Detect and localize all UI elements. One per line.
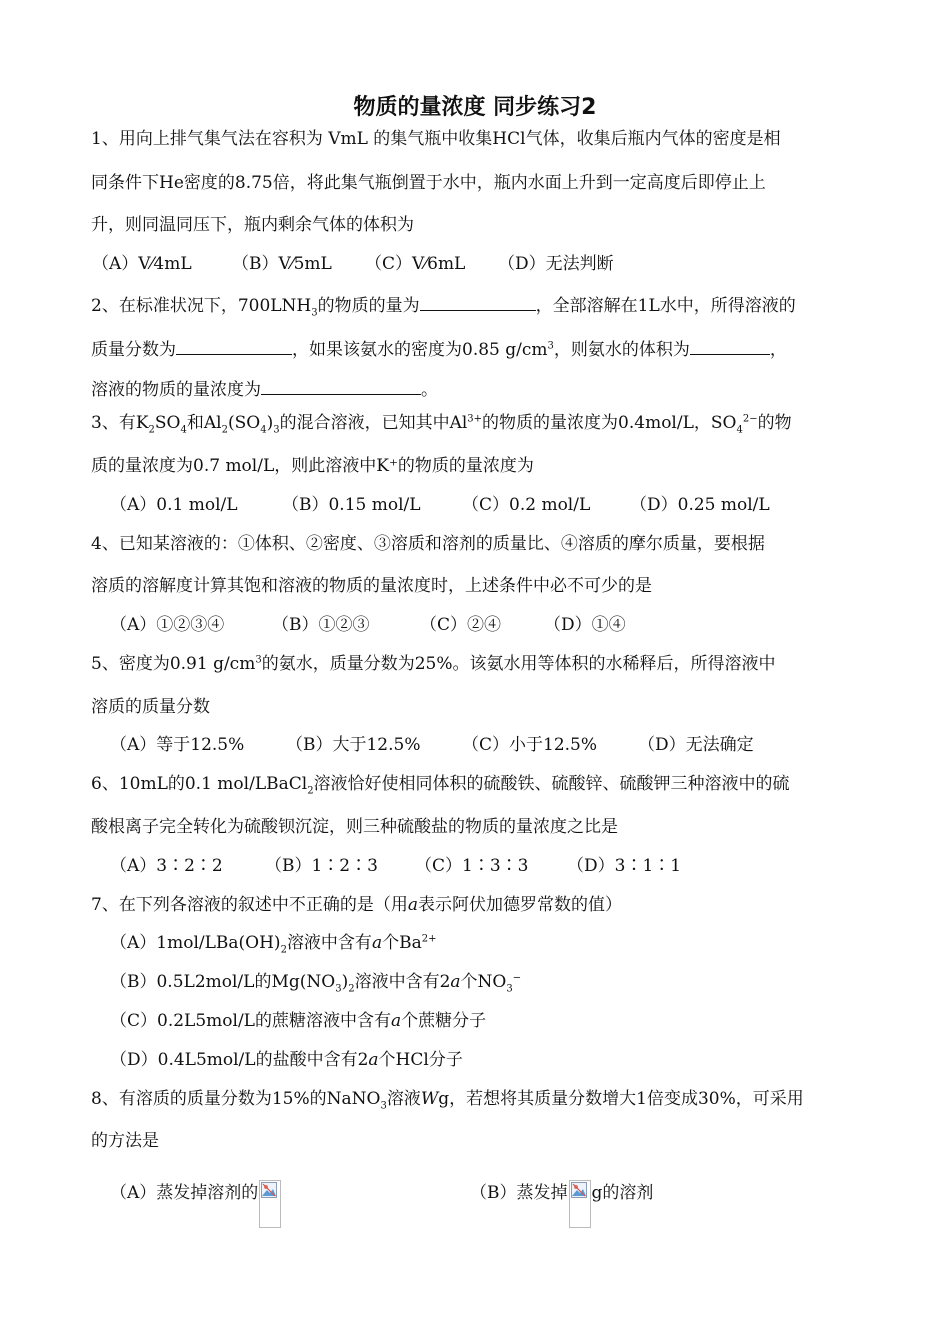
q5-option-d: （D）无法确定 [638, 735, 754, 755]
answer-blank-concentration[interactable] [261, 376, 421, 395]
q1-stem-line1: 1、用向上排气集气法在容积为 VmL 的集气瓶中收集HCl气体，收集后瓶内气体的密度是相 [91, 129, 781, 149]
q4-options [110, 614, 880, 636]
q1-stem-line2: 同条件下He密度的8.75倍，将此集气瓶倒置于水中，瓶内水面上升到一定高度后即停止上 [91, 173, 766, 193]
q8-stem-line1: 8、有溶质的质量分数为15%的NaNO$_3$溶液Wg，若想将其质量分数增大1倍变成30%，可采用 [91, 1089, 804, 1112]
q5-stem-line1: 5、密度为0.91 $g/cm^3$的氨水，质量分数为25%。该氨水用等体积的水稀释后，所得溶液中 [91, 654, 776, 674]
q6-option-c: （C）1∶3∶3 [415, 856, 529, 876]
q6-option-b: （B）1∶2∶3 [265, 856, 378, 876]
q4-option-b: （B）①②③ [272, 615, 370, 635]
q8-stem-line2: 的方法是 [91, 1131, 159, 1151]
page-title: 物质的量浓度 同步练习2 [353, 95, 597, 120]
q6-stem-line2: 酸根离子完全转化为硫酸钡沉淀，则三种硫酸盐的物质的量浓度之比是 [91, 817, 618, 837]
q1-option-a: （A）V⁄4mL [92, 254, 192, 274]
answer-blank-moles[interactable] [420, 292, 536, 311]
q4-stem-line1: 4、已知某溶液的：①体积、②密度、③溶质和溶剂的质量比、④溶质的摩尔质量，要根据 [91, 534, 765, 554]
q4-stem-line2: 溶质的溶解度计算其饱和溶液的物质的量浓度时，上述条件中必不可少的是 [91, 576, 652, 596]
q3-option-a: （A）0.1 mol/L [110, 495, 238, 515]
q5-stem-line2: 溶质的质量分数 [91, 697, 210, 717]
q2-stem-line1: 2、在标准状况下，$700LNH_3$的物质的量为 ，全部溶解在1L水中，所得溶液的 [91, 292, 861, 317]
q7-option-a: $(A)1mol/LBa(OH)_2$溶液中含有a个$Ba^{2+}$ [110, 933, 437, 956]
q5-option-c: （C）小于12.5% [462, 735, 598, 755]
q4-option-a: （A）①②③④ [110, 615, 225, 635]
q8-option-a: （A）蒸发掉溶剂的 [110, 1180, 410, 1228]
q1-option-d: （D）无法判断 [498, 254, 614, 274]
q1-options [92, 253, 862, 275]
q1-stem-line3: 升，则同温同压下，瓶内剩余气体的体积为 [91, 215, 414, 235]
q7-option-b: （B）0.5L2mol/L的$Mg(NO_3)_2$溶液中含有2a个$NO_3^-$ [110, 972, 522, 995]
answer-blank-mass-fraction[interactable] [176, 336, 292, 355]
q6-option-a: （A）3∶2∶2 [110, 856, 223, 876]
q1-option-b: （B）V⁄5mL [232, 254, 332, 274]
answer-blank-volume[interactable] [690, 336, 770, 355]
q3-option-c: （C）0.2 mol/L [462, 495, 591, 515]
q5-option-b: （B）大于12.5% [286, 735, 421, 755]
image-placeholder-icon [261, 1182, 277, 1198]
q3-stem-line2: 质的量浓度为0.7 mol/L，则此溶液中K⁺的物质的量浓度为 [91, 456, 534, 476]
q6-option-d: （D）3∶1∶1 [567, 856, 682, 876]
q2-stem-line2: 质量分数为 ，如果该氨水的密度为0.85 $g/cm^3$，则氨水的体积为 ， [91, 336, 861, 361]
q7-option-c: （C）0.2L5mol/L的蔗糖溶液中含有a个蔗糖分子 [110, 1011, 487, 1031]
q3-stem-line1: 3、有$K_2SO_4$和$Al_2(SO_4)_3$的混合溶液，已知其中$Al^{3+}$的物质的量浓度为0.4mol/L，$SO_4^{2-}$的物 [91, 413, 792, 436]
q3-option-d: （D）0.25 mol/L [630, 495, 770, 515]
q6-options [110, 855, 880, 877]
q2-stem-line3: 溶液的物质的量浓度为 。 [91, 376, 861, 401]
q5-option-a: （A）等于12.5% [110, 735, 245, 755]
q6-stem-line1: 6、10mL的0.1 mol/LBaCl$_2$溶液恰好使相同体积的硫酸铁、硫酸锌、硫酸钾三种溶液中的硫 [91, 774, 790, 797]
q3-options [110, 494, 880, 516]
q5-options [110, 734, 880, 756]
broken-image-placeholder [569, 1180, 591, 1228]
q4-option-c: （C）②④ [420, 615, 502, 635]
q8-option-b: （B）蒸发掉 g的溶剂 [470, 1180, 770, 1228]
q4-option-d: （D）①④ [544, 615, 626, 635]
q3-option-b: （B）0.15 mol/L [282, 495, 421, 515]
broken-image-placeholder [259, 1180, 281, 1228]
q7-stem: 7、在下列各溶液的叙述中不正确的是（用a表示阿伏加德罗常数的值） [91, 895, 622, 915]
q1-option-c: （C）V⁄6mL [365, 254, 466, 274]
q7-option-d: （D）0.4L5mol/L的盐酸中含有2a个HCl分子 [110, 1050, 463, 1070]
image-placeholder-icon [571, 1182, 587, 1198]
